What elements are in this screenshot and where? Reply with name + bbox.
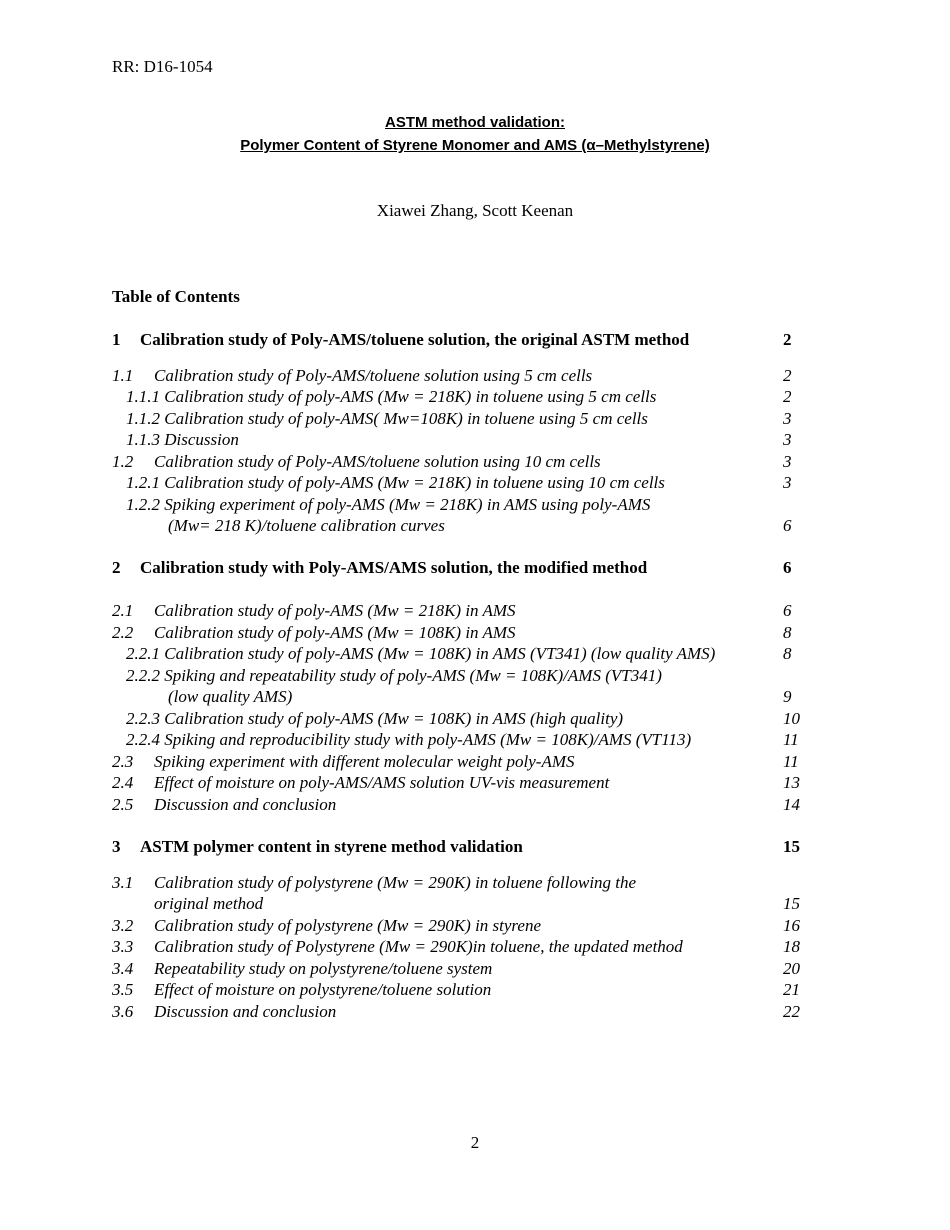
toc-entry-1: Calibration study of Poly-AMS/toluene solution, the original ASTM method (140, 330, 690, 349)
toc-page-2-5: 14 (783, 795, 800, 814)
toc-page-2-2-1: 8 (783, 644, 792, 663)
toc-entry-1-1-3: 1.1.3 Discussion (126, 430, 239, 449)
document-title-line1: ASTM method validation: (385, 114, 565, 131)
toc-entry-2-2-4: 2.2.4 Spiking and reproducibility study with poly-AMS (Mw = 108K)/AMS (VT113) (126, 730, 692, 749)
toc-entry-2-2-1: 2.2.1 Calibration study of poly-AMS (Mw = 108K) in AMS (VT341) (low quality AMS) (126, 644, 716, 663)
toc-page-1-1: 2 (783, 366, 792, 385)
toc-page-3: 15 (783, 837, 800, 856)
report-id: RR: D16-1054 (112, 57, 213, 76)
toc-page-2-2-4: 11 (783, 730, 799, 749)
toc-entry-2-5-num: 2.5 (112, 795, 134, 814)
toc-entry-2-2-2-cont: (low quality AMS) (168, 687, 293, 706)
toc-entry-2-2-num: 2.2 (112, 623, 134, 642)
toc-entry-1-1: Calibration study of Poly-AMS/toluene solution using 5 cm cells (154, 366, 593, 385)
toc-page-2-1: 6 (783, 601, 792, 620)
toc-entry-2-2: Calibration study of poly-AMS (Mw = 108K) in AMS (154, 623, 516, 642)
toc-entry-3-5-num: 3.5 (112, 980, 134, 999)
toc-entry-2-2-3: 2.2.3 Calibration study of poly-AMS (Mw = 108K) in AMS (high quality) (126, 709, 624, 728)
toc-entry-1-2-2: 1.2.2 Spiking experiment of poly-AMS (Mw = 218K) in AMS using poly-AMS (126, 495, 651, 514)
toc-entry-1-2-1: 1.2.1 Calibration study of poly-AMS (Mw = 218K) in toluene using 10 cm cells (126, 473, 665, 492)
toc-entry-3-2: Calibration study of polystyrene (Mw = 290K) in styrene (154, 916, 541, 935)
toc-page-2-2-2: 9 (783, 687, 792, 706)
toc-page-3-5: 21 (783, 980, 800, 999)
toc-entry-3: ASTM polymer content in styrene method validation (140, 837, 523, 856)
toc-page-3-4: 20 (783, 959, 800, 978)
toc-entry-3-3: Calibration study of Polystyrene (Mw = 290K)in toluene, the updated method (154, 937, 683, 956)
toc-entry-3-num: 3 (112, 837, 121, 856)
toc-page-3-1: 15 (783, 894, 800, 913)
toc-entry-3-1-num: 3.1 (112, 873, 134, 892)
toc-entry-1-1-2: 1.1.2 Calibration study of poly-AMS( Mw=108K) in toluene using 5 cm cells (126, 409, 648, 428)
toc-entry-1-2: Calibration study of Poly-AMS/toluene solution using 10 cm cells (154, 452, 601, 471)
document-title-line2: Polymer Content of Styrene Monomer and AMS (α–Methylstyrene) (240, 137, 710, 154)
toc-entry-3-5: Effect of moisture on polystyrene/toluene solution (154, 980, 492, 999)
toc-entry-2-3-num: 2.3 (112, 752, 134, 771)
toc-page-1-1-2: 3 (783, 409, 792, 428)
toc-page-3-6: 22 (783, 1002, 800, 1021)
toc-page-1-2-2: 6 (783, 516, 792, 535)
toc-entry-3-6: Discussion and conclusion (154, 1002, 337, 1021)
toc-page-2-2-3: 10 (783, 709, 800, 728)
toc-entry-2-1-num: 2.1 (112, 601, 134, 620)
toc-entry-3-6-num: 3.6 (112, 1002, 134, 1021)
toc-entry-2: Calibration study with Poly-AMS/AMS solution, the modified method (140, 558, 648, 577)
toc-page-2-2: 8 (783, 623, 792, 642)
toc-entry-3-1: Calibration study of polystyrene (Mw = 290K) in toluene following the (154, 873, 637, 892)
toc-entry-1-2-num: 1.2 (112, 452, 134, 471)
toc-page-1-2: 3 (783, 452, 792, 471)
toc-entry-2-2-2: 2.2.2 Spiking and repeatability study of poly-AMS (Mw = 108K)/AMS (VT341) (126, 666, 662, 685)
toc-entry-1-2-2-cont: (Mw= 218 K)/toluene calibration curves (168, 516, 445, 535)
toc-entry-2-5: Discussion and conclusion (154, 795, 337, 814)
toc-entry-2-3: Spiking experiment with different molecular weight poly-AMS (154, 752, 575, 771)
authors: Xiawei Zhang, Scott Keenan (376, 201, 574, 220)
toc-entry-1-1-1: 1.1.1 Calibration study of poly-AMS (Mw = 218K) in toluene using 5 cm cells (126, 387, 657, 406)
page-number: 2 (470, 1133, 480, 1152)
toc-page-2: 6 (783, 558, 792, 577)
toc-entry-3-2-num: 3.2 (112, 916, 134, 935)
toc-page-1-1-3: 3 (783, 430, 792, 449)
toc-page-3-2: 16 (783, 916, 800, 935)
toc-entry-1-num: 1 (112, 330, 121, 349)
toc-heading: Table of Contents (112, 287, 240, 306)
toc-page-1: 2 (783, 330, 792, 349)
toc-entry-2-num: 2 (112, 558, 121, 577)
toc-entry-3-4: Repeatability study on polystyrene/toluene system (154, 959, 493, 978)
toc-entry-2-4-num: 2.4 (112, 773, 134, 792)
toc-entry-3-3-num: 3.3 (112, 937, 134, 956)
toc-entry-1-1-num: 1.1 (112, 366, 134, 385)
toc-entry-2-4: Effect of moisture on poly-AMS/AMS solution UV-vis measurement (154, 773, 610, 792)
toc-page-2-3: 11 (783, 752, 799, 771)
toc-page-1-1-1: 2 (783, 387, 792, 406)
toc-entry-3-4-num: 3.4 (112, 959, 134, 978)
toc-page-2-4: 13 (783, 773, 800, 792)
toc-page-3-3: 18 (783, 937, 800, 956)
toc-entry-3-1-cont: original method (154, 894, 264, 913)
toc-page-1-2-1: 3 (783, 473, 792, 492)
toc-entry-2-1: Calibration study of poly-AMS (Mw = 218K) in AMS (154, 601, 516, 620)
